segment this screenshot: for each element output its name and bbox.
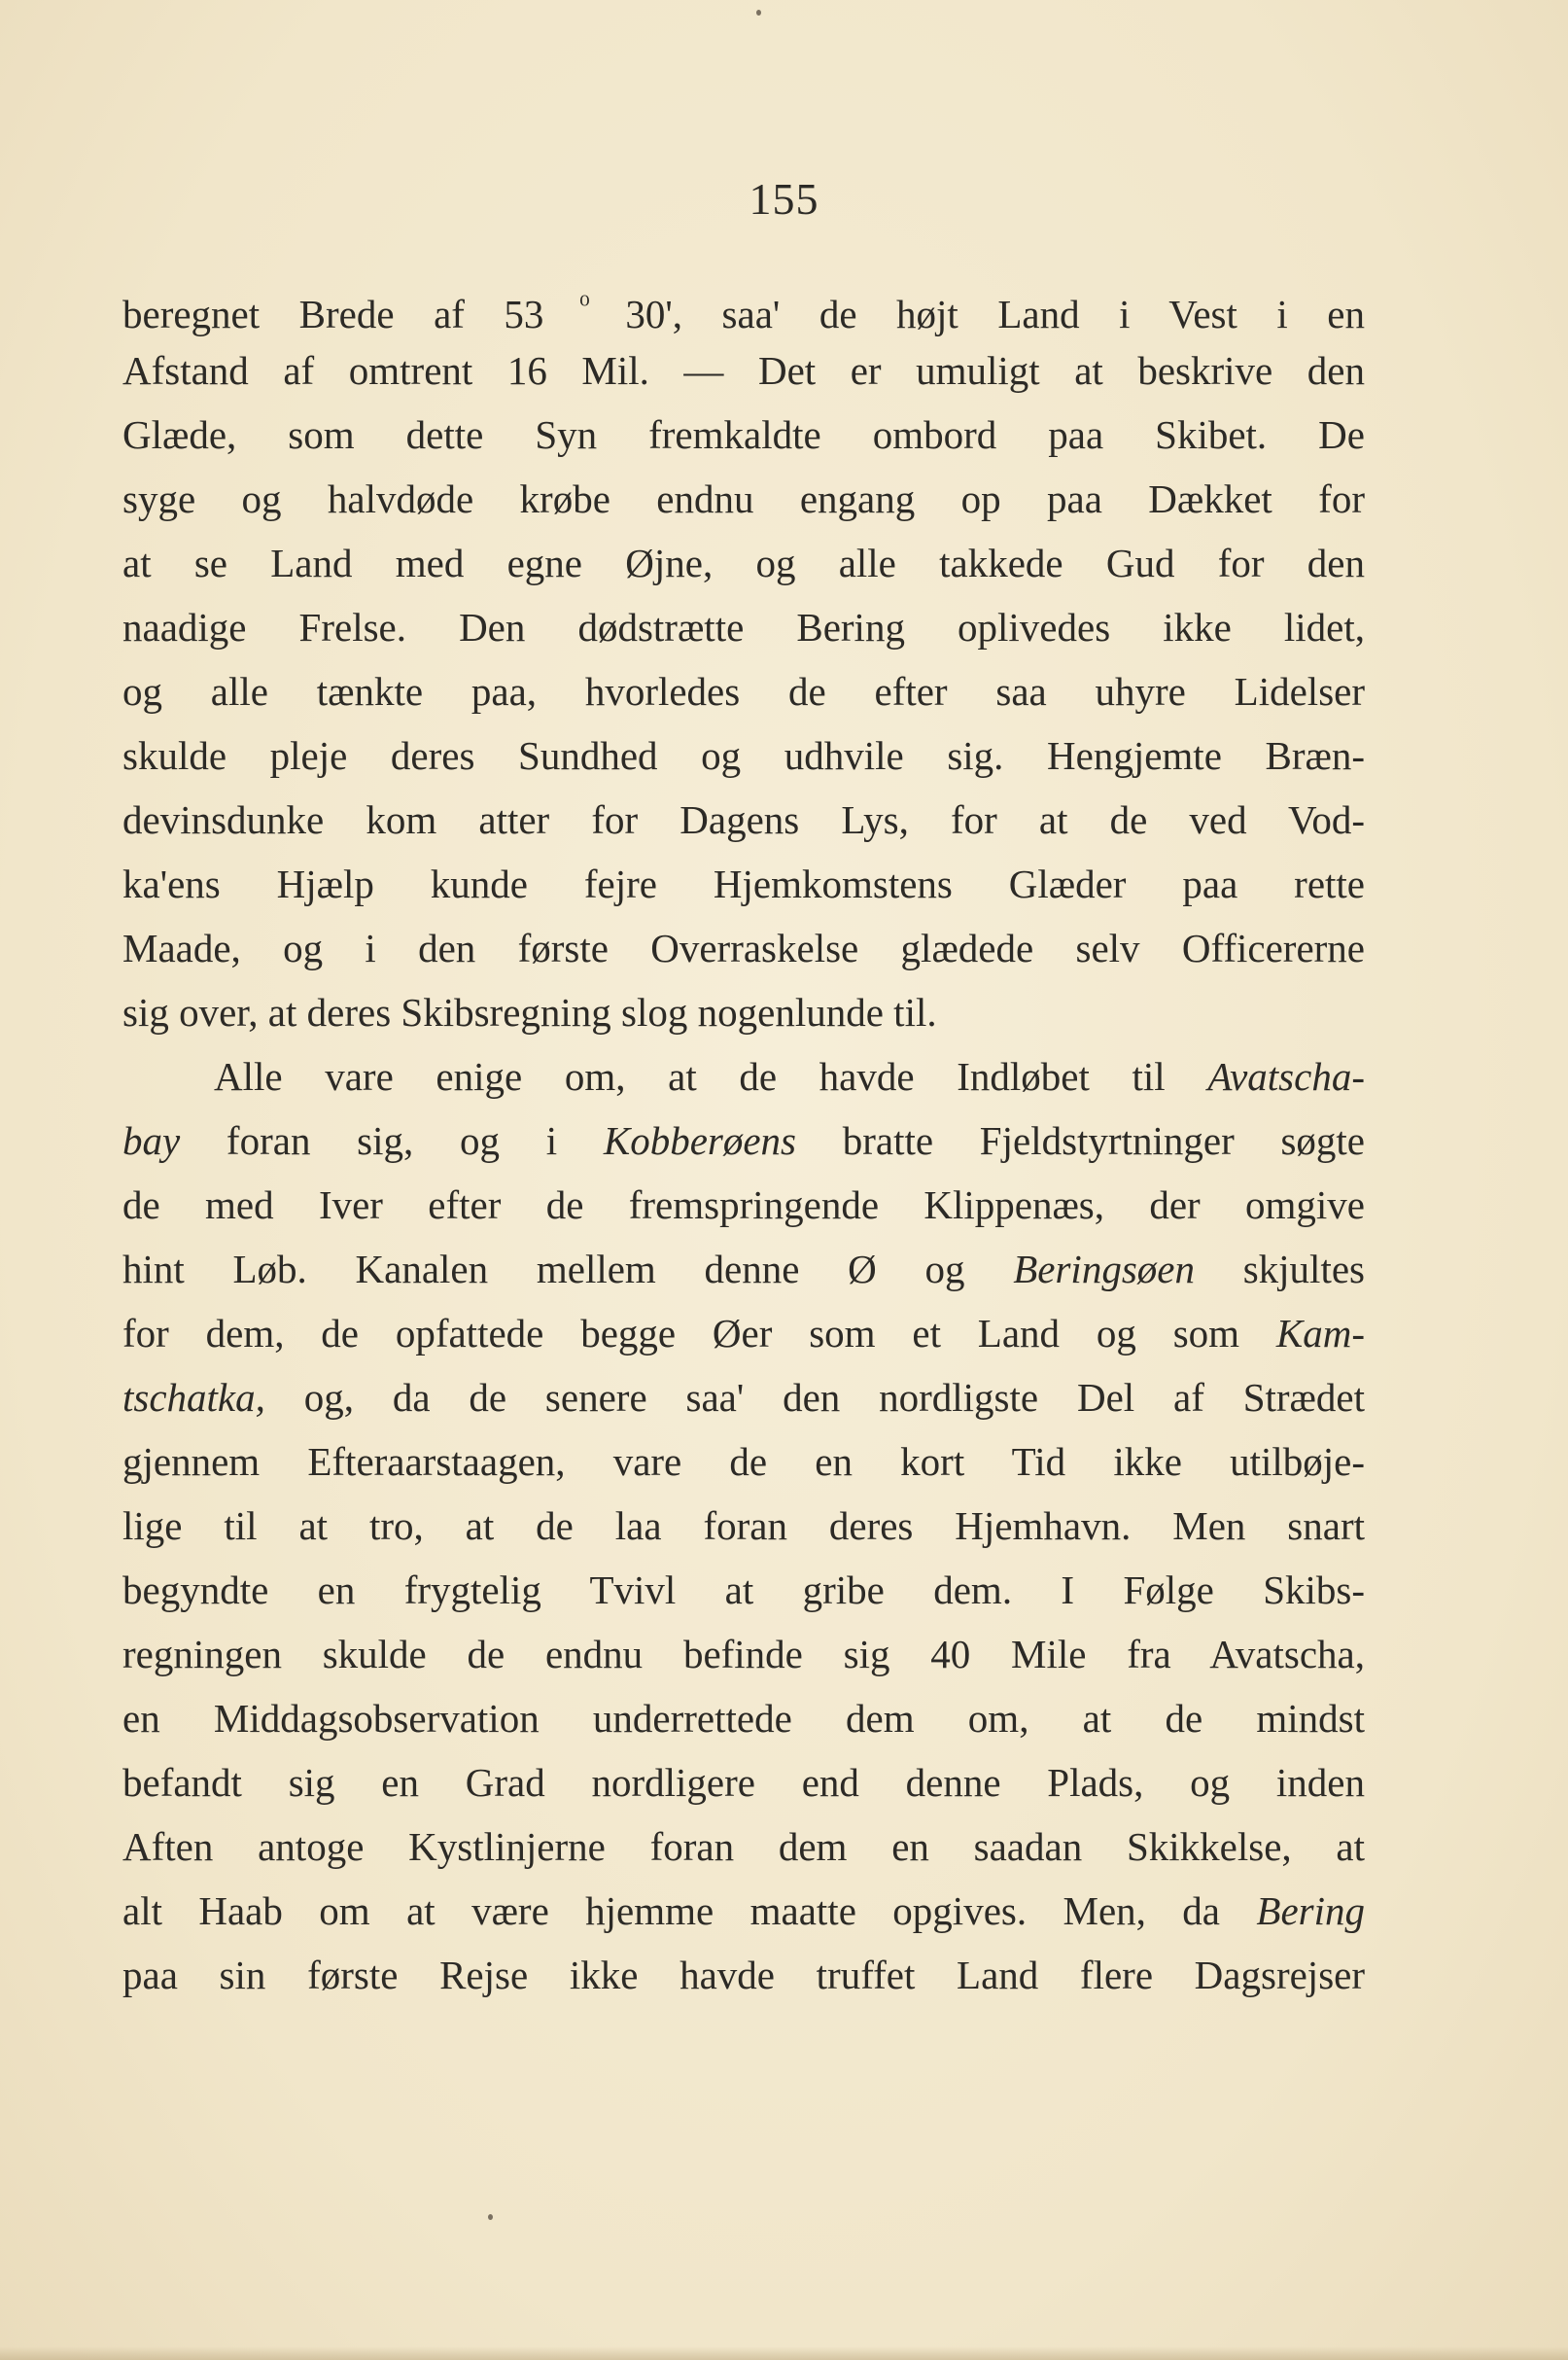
paper-speck bbox=[488, 2214, 493, 2220]
text-line bbox=[122, 788, 1365, 852]
text-span: gjennem Efteraarstaagen, vare de en kort Tid ikke utilbøje- bbox=[122, 1439, 1365, 1484]
text-span: Maade, og i den første Overraskelse glædede selv Officererne bbox=[122, 926, 1365, 970]
italic-term: Kobberøens bbox=[603, 1118, 797, 1163]
text-span: ka'ens Hjælp kunde fejre Hjemkomstens Glæder paa rette bbox=[122, 862, 1365, 906]
text-line bbox=[122, 1814, 1365, 1879]
text-span: hint Løb. Kanalen mellem denne Ø og bbox=[122, 1247, 1014, 1291]
text-span: naadige Frelse. Den dødstrætte Bering oplivedes ikke lidet, bbox=[122, 605, 1365, 650]
text-line bbox=[122, 1044, 1365, 1109]
text-line bbox=[122, 595, 1365, 659]
italic-term: Avatscha- bbox=[1207, 1054, 1365, 1099]
text-span: syge og halvdøde krøbe endnu engang op paa Dækket for bbox=[122, 476, 1365, 521]
italic-term: bay bbox=[122, 1118, 181, 1163]
text-span: skulde pleje deres Sundhed og udhvile sig. Hengjemte Bræn- bbox=[122, 733, 1365, 778]
text-line bbox=[122, 274, 1365, 338]
text-line bbox=[122, 1943, 1365, 2007]
text-line bbox=[122, 723, 1365, 788]
text-span: foran sig, og i bbox=[180, 1118, 604, 1163]
text-span: Glæde, som dette Syn fremkaldte ombord paa Skibet. De bbox=[122, 412, 1365, 457]
text-line bbox=[122, 1879, 1365, 1943]
text-line bbox=[122, 1750, 1365, 1814]
text-line bbox=[122, 852, 1365, 916]
text-line bbox=[122, 1686, 1365, 1750]
italic-term: Kam- bbox=[1275, 1311, 1365, 1356]
text-span: en Middagsobservation underrettede dem om, at de mindst bbox=[122, 1696, 1365, 1741]
text-line bbox=[122, 1429, 1365, 1494]
text-line bbox=[122, 1365, 1365, 1429]
page-edge bbox=[0, 2346, 1568, 2360]
text-span: regningen skulde de endnu befinde sig 40 Mile fra Avatscha, bbox=[122, 1632, 1365, 1676]
text-span: paa sin første Rejse ikke havde truffet Land flere Dagsrejser bbox=[122, 1953, 1365, 1997]
text-span: befandt sig en Grad nordligere end denne Plads, og inden bbox=[122, 1760, 1365, 1805]
text-span: og, da de senere saa' den nordligste Del af Strædet bbox=[264, 1375, 1365, 1420]
text-line bbox=[122, 531, 1365, 595]
text-line bbox=[122, 1237, 1365, 1301]
text-span: Afstand af omtrent 16 Mil. — Det er umuligt at beskrive den bbox=[122, 348, 1365, 393]
text-line bbox=[122, 1301, 1365, 1365]
text-line bbox=[122, 659, 1365, 723]
text-line bbox=[122, 467, 1365, 531]
text-span: Alle vare enige om, at de havde Indløbet til bbox=[214, 1054, 1208, 1099]
page-number: 155 bbox=[749, 174, 819, 224]
text-span: beregnet Brede af 53 bbox=[122, 292, 544, 336]
text-span: begyndte en frygtelig Tvivl at gribe dem. I Følge Skibs- bbox=[122, 1567, 1365, 1612]
text-span: lige til at tro, at de laa foran deres Hjemhavn. Men snart bbox=[122, 1503, 1365, 1548]
degree-mark: ⁰ bbox=[543, 292, 626, 320]
text-span: 30', saa' de højt Land i Vest i en bbox=[625, 292, 1365, 336]
text-line bbox=[122, 338, 1365, 403]
text-span: devinsdunke kom atter for Dagens Lys, for at de ved Vod- bbox=[122, 797, 1365, 842]
italic-term: tschatka, bbox=[122, 1375, 265, 1420]
body-text bbox=[122, 274, 1365, 2007]
text-line bbox=[122, 1558, 1365, 1622]
paper-speck bbox=[756, 10, 761, 16]
text-span: alt Haab om at være hjemme maatte opgives. Men, da bbox=[122, 1888, 1257, 1933]
italic-term: Bering bbox=[1256, 1888, 1365, 1933]
text-line bbox=[122, 1173, 1365, 1237]
text-line bbox=[122, 1622, 1365, 1686]
text-span: for dem, de opfattede begge Øer som et Land og som bbox=[122, 1311, 1276, 1356]
text-span: skjultes bbox=[1194, 1247, 1365, 1291]
text-line bbox=[122, 1494, 1365, 1558]
text-span: sig over, at deres Skibsregning slog nogenlunde til. bbox=[122, 990, 937, 1035]
text-span: bratte Fjeldstyrtninger søgte bbox=[796, 1118, 1365, 1163]
italic-term: Beringsøen bbox=[1013, 1247, 1195, 1291]
text-span: og alle tænkte paa, hvorledes de efter saa uhyre Lidelser bbox=[122, 669, 1365, 714]
text-line bbox=[122, 916, 1365, 980]
text-span: Aften antoge Kystlinjerne foran dem en saadan Skikkelse, at bbox=[122, 1824, 1365, 1869]
text-span: at se Land med egne Øjne, og alle takkede Gud for den bbox=[122, 541, 1365, 585]
text-line bbox=[122, 980, 1365, 1044]
text-span: de med Iver efter de fremspringende Klippenæs, der omgive bbox=[122, 1182, 1365, 1227]
text-line bbox=[122, 1109, 1365, 1173]
text-line bbox=[122, 403, 1365, 467]
